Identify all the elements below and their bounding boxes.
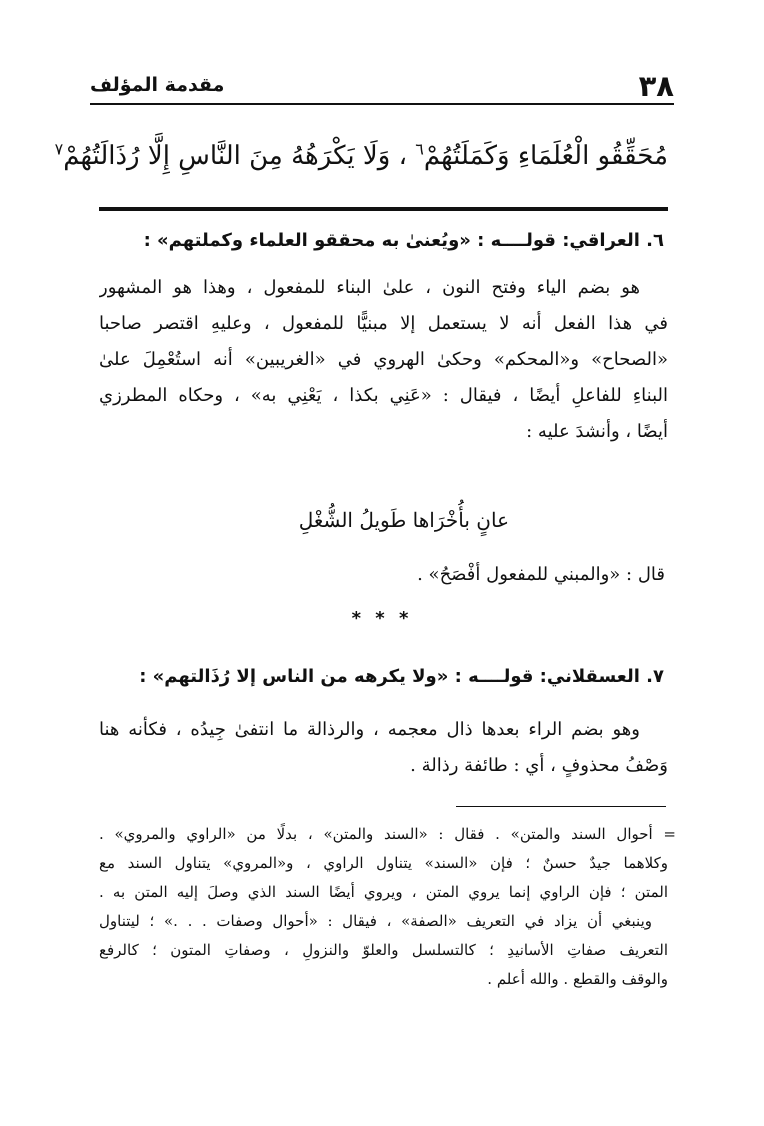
- paragraph-line: البناءِ للفاعلِ أيضًا ، فيقال : «عَنِي بكذا ، يَعْنِي به» ، وحكاه المطرزي: [99, 385, 668, 406]
- footnote-line: التعريف صفاتِ الأسانيدِ ؛ كالتسلسل والعلوّ والنزولِ ، وصفاتِ المتون ؛ كالرفع: [99, 941, 668, 959]
- footnote-separator-rule: [456, 806, 666, 807]
- poetry-verse: عانٍ بأُخْرَاها طَويلُ الشُّغْلِ: [298, 508, 509, 532]
- page-header: [90, 66, 674, 102]
- main-text-line: [54, 128, 668, 184]
- paragraph-line: وهو بضم الراء بعدها ذال معجمه ، والرذالة ما انتفىٰ جِيدُه ، فكأنه هنا: [99, 719, 640, 740]
- paragraph-line: «الصحاح» و«المحكم» وحكىٰ الهروي في «الغريبين» أنه استُعْمِلَ علىٰ: [99, 349, 668, 370]
- running-title: مقدمة المؤلف: [90, 74, 225, 96]
- header-rule: [90, 103, 674, 105]
- footnote-line: وكلاهما جيدٌ حسنٌ ؛ فإن «السند» يتناول الراوي ، و«المروي» يتناول السند مع: [99, 854, 668, 872]
- paragraph-line: وَصْفُ محذوفٍ ، أي : طائفة رذالة .: [410, 755, 668, 776]
- footnote-marker-7: ٧: [54, 139, 64, 159]
- footnote-line: وينبغي أن يزاد في التعريف «الصفة» ، فيقال : «أحوال وصفات . . .» ؛ ليتناول: [99, 912, 652, 930]
- footnote-marker-6: ٦: [415, 139, 424, 159]
- main-text-part-2: ، وَلَا يَكْرَهُهُ مِنَ النَّاسِ إِلَّا رُذَالَتُهُمْ: [63, 141, 407, 171]
- main-text-rule: [99, 207, 668, 211]
- note-6-heading: ٦. العراقي: قولــــه : «ويُعنىٰ به محققو العلماء وكملتهم» :: [143, 230, 664, 251]
- paragraph-line: أيضًا ، وأنشدَ عليه :: [526, 421, 668, 442]
- main-text-part-1: مُحَقِّقُو الْعُلَمَاءِ وَكَمَلَتُهُمْ: [423, 141, 668, 171]
- paragraph-line: هو بضم الياء وفتح النون ، علىٰ البناء للمفعول ، وهذا هو المشهور: [99, 277, 640, 298]
- page-number: ٣٨: [638, 69, 674, 103]
- note-7-paragraph: [99, 712, 668, 784]
- note-7-heading: ٧. العسقلاني: قولــــه : «ولا يكرهه من الناس إلا رُذَالتهم» :: [139, 666, 664, 687]
- footnote-line: المتن ؛ فإن الراوي إنما يروي المتن ، ويروي أيضًا السند الذي وصلَ إليه المتن به .: [99, 883, 668, 901]
- quoted-remark: قال : «والمبني للمفعول أفْصَحُ» .: [417, 564, 665, 585]
- section-separator: * * *: [351, 608, 413, 629]
- paragraph-line: في هذا الفعل أنه لا يستعمل إلا مبنيًّا للمفعول ، وعليهِ اقتصر صاحبا: [99, 313, 668, 334]
- footnotes: [99, 820, 676, 994]
- footnote-line: = أحوال السند والمتن» . فقال : «السند والمتن» ، بدلًا من «الراوي والمروي» .: [99, 825, 676, 843]
- note-6-paragraph: [99, 270, 668, 450]
- footnote-line: والوقف والقطع . والله أعلم .: [487, 970, 668, 988]
